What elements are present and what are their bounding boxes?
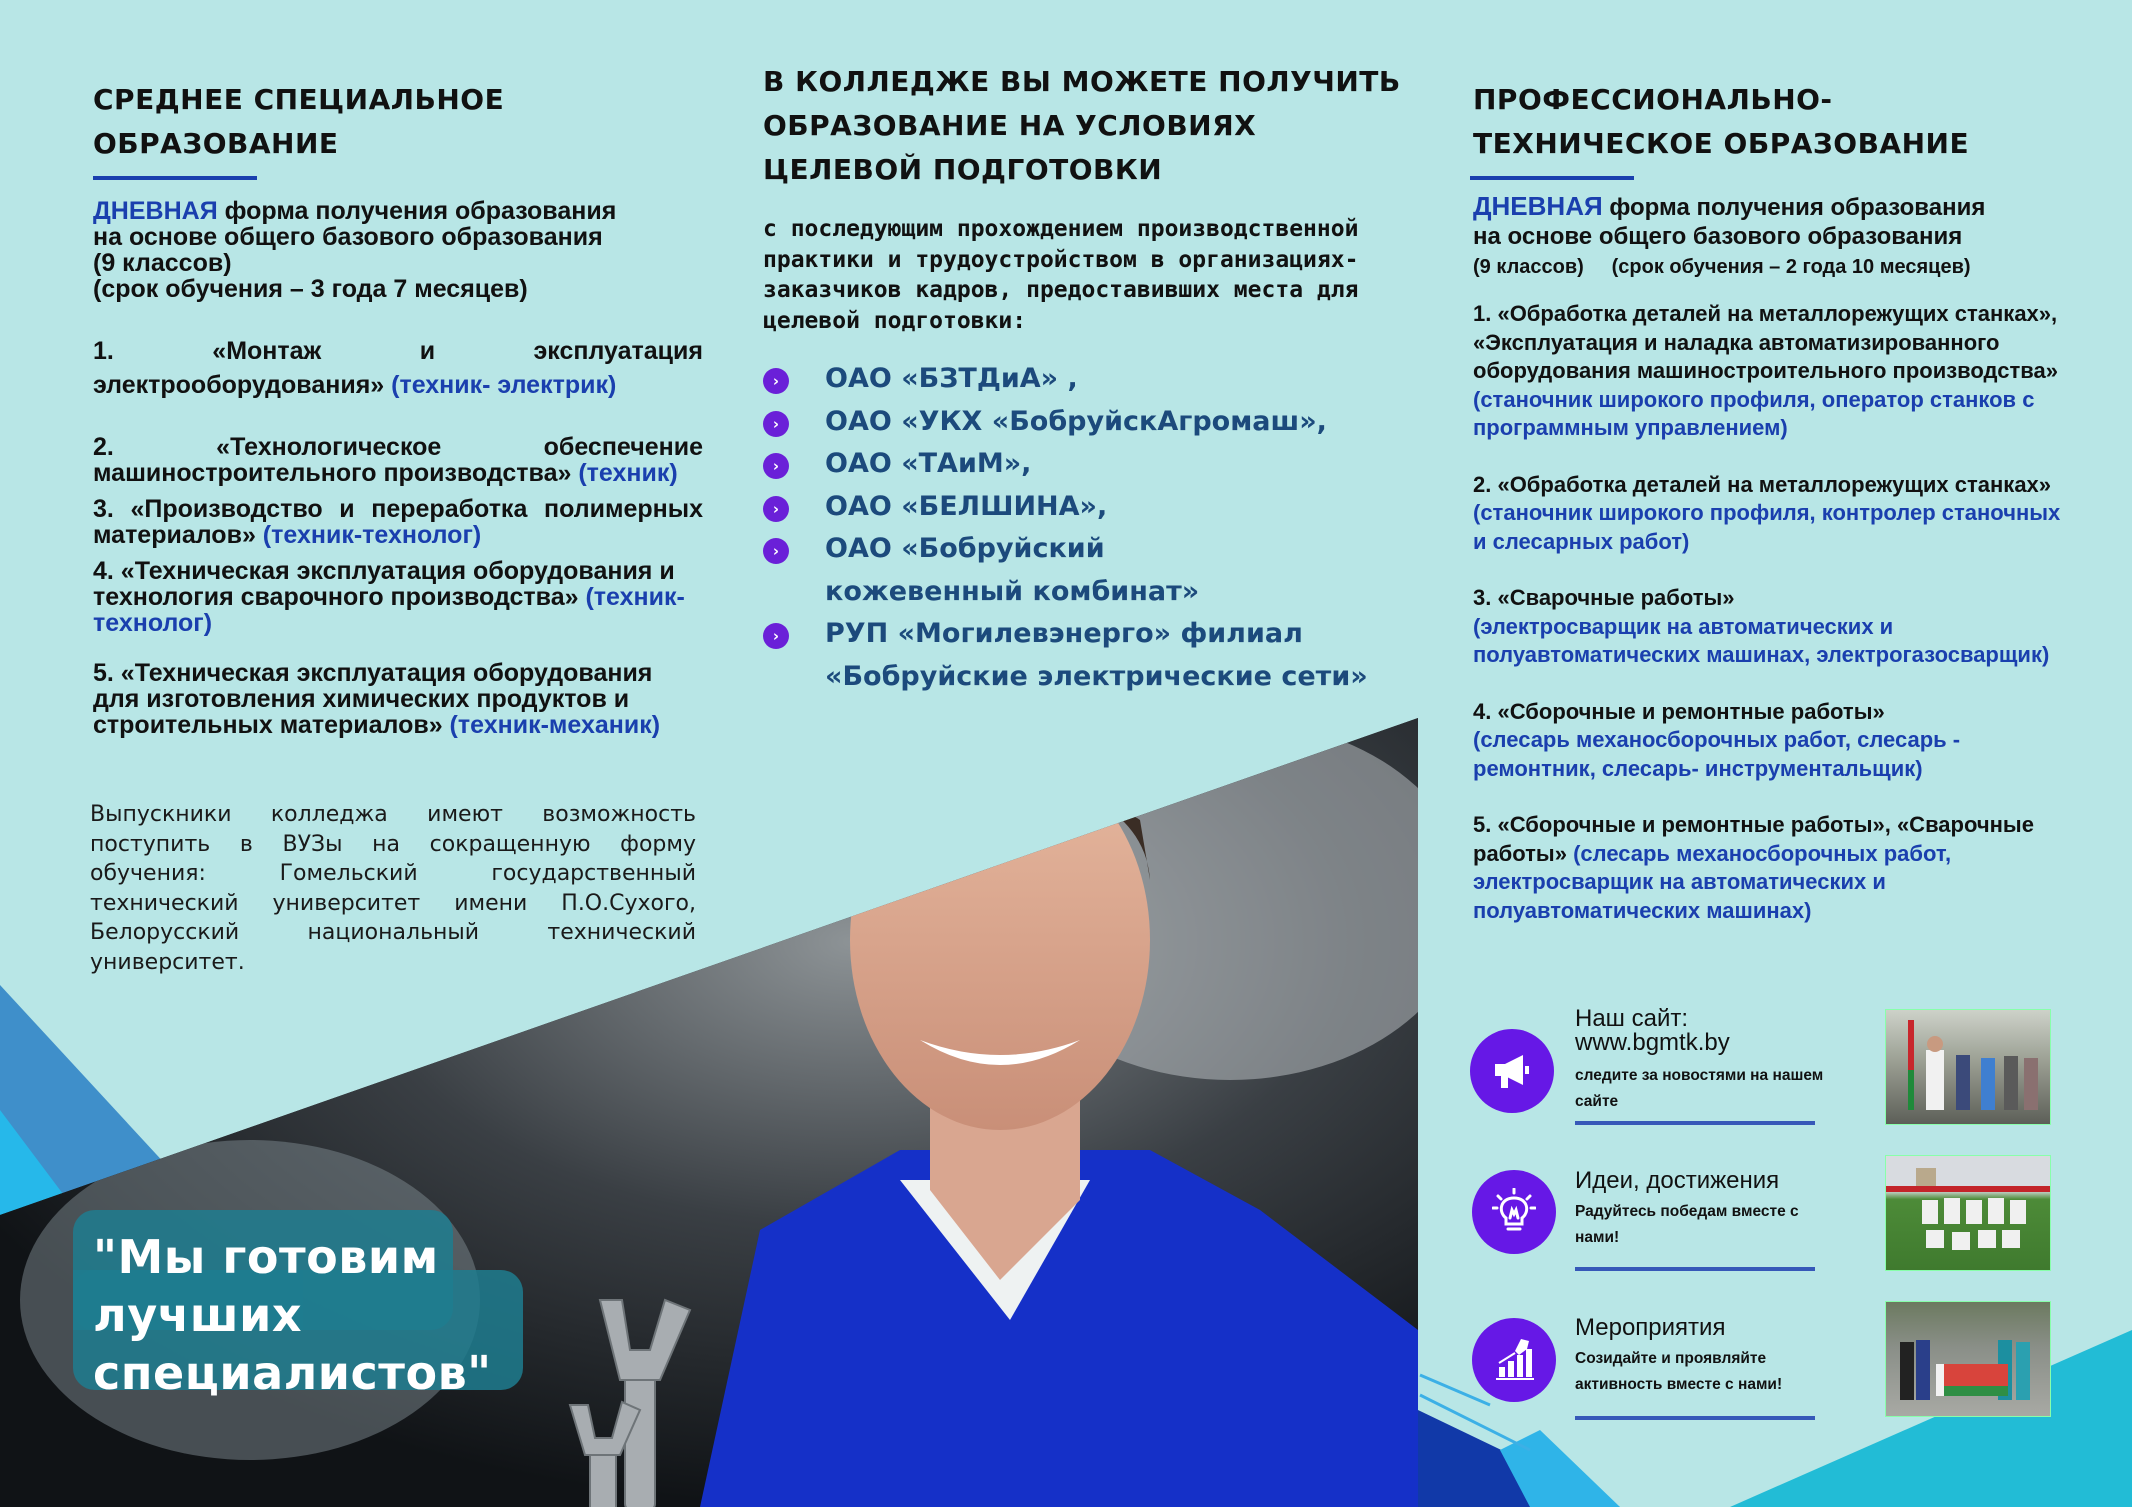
graduates-paragraph: Выпускники колледжа имеют возможность поступить в ВУЗы на сокращенную форму обучения: Гомельский государственный технический университет имени П.О.Сухого, Белорусский национальный технический университет.	[90, 802, 696, 975]
study-form-text: форма получения образования	[217, 197, 617, 225]
chevron-right-icon: ›	[763, 368, 789, 394]
chevron-right-icon: ›	[763, 453, 789, 479]
program-item	[93, 496, 703, 548]
organization-name: ОАО «Бобруйский кожевенный комбинат»	[825, 533, 1200, 607]
megaphone-icon	[1470, 1029, 1554, 1113]
hero-quote	[93, 1228, 553, 1402]
photo-ceremony	[1885, 1009, 2051, 1125]
program-qualification: (электросварщик на автоматических и полуавтоматических машинах, электрогазосварщик)	[1473, 613, 2050, 667]
photo-flag-event	[1885, 1301, 2051, 1417]
chevron-right-icon: ›	[763, 496, 789, 522]
feature-underline	[1575, 1416, 1815, 1420]
program-name: 5. «Техническая эксплуатация оборудования для изготовления химических продуктов и строительных материалов»	[93, 659, 653, 739]
rocket-chart-icon	[1472, 1318, 1556, 1402]
feature-description: следите за новостями на нашем сайте	[1575, 1067, 1824, 1110]
chevron-right-icon: ›	[763, 623, 789, 649]
section-title-vocational	[1473, 78, 2073, 166]
feature-underline	[1575, 1267, 1815, 1271]
study-form-info	[93, 198, 703, 302]
program-name: 2. «Технологическое обеспечение машиностроительного производства»	[93, 433, 703, 487]
program-item	[93, 434, 703, 486]
section-title-secondary-special	[93, 78, 703, 166]
quote-line: специалистов"	[93, 1346, 492, 1400]
program-qualification: (техник-технолог)	[255, 521, 482, 549]
program-name: 2. «Обработка деталей на металлорежущих станках»	[1473, 471, 2052, 497]
program-item	[1473, 471, 2073, 557]
photo-team	[1885, 1155, 2051, 1271]
organization-item	[763, 443, 1423, 486]
program-qualification: (станочник широкого профиля, контролер станочных и слесарных работ)	[1473, 500, 2061, 554]
program-name: 1. «Обработка деталей на металлорежущих станках», «Эксплуатация и наладка автоматизированного оборудования машиностроительного производства»	[1473, 301, 2058, 383]
hero-face	[850, 750, 1150, 1130]
targeted-training-description: с последующим прохождением производственной практики и трудоустройством в организациях-заказчиков кадров, предоставивших места для целевой подготовки:	[763, 216, 1359, 334]
organization-name: ОАО «БЗТДиА» ,	[825, 363, 1078, 394]
feature-title: Наш сайт:	[1575, 1005, 1689, 1032]
feature-achievements	[1470, 1155, 2110, 1285]
program-item	[1473, 300, 2073, 443]
lightbulb-icon	[1472, 1170, 1556, 1254]
chevron-right-icon: ›	[763, 538, 789, 564]
program-item	[1473, 584, 2073, 670]
organization-name: ОАО «ТАиМ»,	[825, 448, 1032, 479]
feature-title: Мероприятия	[1575, 1314, 1726, 1341]
program-qualification: (техник-механик)	[442, 711, 661, 739]
hero-quote-box	[73, 1210, 492, 1410]
study-form-text: форма получения образования	[1602, 194, 1986, 221]
title-line: ПРОФЕССИОНАЛЬНО-	[1473, 83, 1833, 116]
title-line: В КОЛЛЕДЖЕ ВЫ МОЖЕТЕ ПОЛУЧИТЬ	[763, 65, 1401, 98]
study-grades-duration: (9 классов) (срок обучения – 2 года 10 месяцев)	[1473, 256, 1971, 278]
title-line: ОБРАЗОВАНИЕ	[93, 127, 339, 160]
quote-line: лучших	[93, 1288, 303, 1342]
study-basis: на основе общего базового образования	[1473, 223, 1963, 250]
title-underline	[1470, 176, 1634, 180]
organization-item	[763, 358, 1423, 401]
program-qualification: (техник-технолог)	[93, 583, 685, 637]
study-duration: (срок обучения – 3 года 7 месяцев)	[93, 275, 528, 303]
study-form-accent: ДНЕВНАЯ	[1473, 191, 1603, 221]
program-qualification: (станочник широкого профиля, оператор станков с программным управлением)	[1473, 386, 2035, 440]
organization-name: ОАО «УКХ «БобруйскАгромаш»,	[825, 405, 1327, 437]
program-qualification: (техник)	[571, 459, 678, 487]
program-item	[93, 558, 703, 636]
program-name: 4. «Техническая эксплуатация оборудования и технология сварочного производства»	[93, 557, 675, 611]
right-column	[1473, 78, 2073, 925]
study-basis: на основе общего базового образования	[93, 223, 603, 251]
program-name: 5. «Сборочные и ремонтные работы», «Сварочные работы»	[1473, 812, 2034, 866]
title-underline	[93, 176, 257, 180]
left-column	[93, 78, 703, 738]
program-name: 1. «Монтаж и эксплуатация электрооборудования»	[93, 337, 703, 399]
program-item	[93, 334, 703, 402]
study-form-accent: ДНЕВНАЯ	[93, 197, 218, 225]
study-form-info	[1473, 192, 2073, 282]
title-line: СРЕДНЕЕ СПЕЦИАЛЬНОЕ	[93, 83, 505, 116]
title-line: ЦЕЛЕВОЙ ПОДГОТОВКИ	[763, 153, 1163, 186]
title-line: ТЕХНИЧЕСКОЕ ОБРАЗОВАНИЕ	[1473, 127, 1970, 160]
title-line: ОБРАЗОВАНИЕ НА УСЛОВИЯХ	[763, 109, 1257, 142]
middle-column	[763, 60, 1423, 698]
feature-title: Идеи, достижения	[1575, 1167, 1780, 1194]
program-item	[93, 660, 703, 738]
quote-line: "Мы готовим	[93, 1230, 439, 1284]
section-title-targeted-training	[763, 60, 1423, 192]
feature-events	[1470, 1298, 2110, 1438]
organization-name: РУП «Могилевэнерго» филиал «Бобруйские электрические сети»	[825, 618, 1368, 692]
program-qualification: (слесарь механосборочных работ, слесарь - ремонтник, слесарь- инструментальщик)	[1473, 727, 1961, 781]
feature-website	[1470, 1007, 2110, 1147]
feature-description: Созидайте и проявляйте активность вместе с нами!	[1575, 1350, 1783, 1393]
program-name: 3. «Сварочные работы»	[1473, 585, 1735, 610]
program-item	[1473, 698, 2073, 784]
organization-item	[763, 613, 1385, 698]
chevron-right-icon: ›	[763, 411, 789, 437]
organization-item	[763, 401, 1423, 444]
organization-list	[763, 358, 1423, 698]
organization-item	[763, 528, 1225, 613]
program-name: 3. «Производство и переработка полимерных материалов»	[93, 495, 703, 549]
organization-name: ОАО «БЕЛШИНА»,	[825, 490, 1108, 522]
program-item	[1473, 811, 2073, 925]
organization-item	[763, 486, 1423, 529]
website-link[interactable]: www.bgmtk.by	[1575, 1029, 1730, 1056]
study-grades: (9 классов)	[93, 249, 232, 277]
program-qualification: (слесарь механосборочных работ, электросварщик на автоматических и полуавтоматических машинах)	[1473, 840, 1952, 923]
feature-underline	[1575, 1121, 1815, 1125]
program-qualification: (техник- электрик)	[384, 371, 617, 399]
feature-description: Радуйтесь победам вместе с нами!	[1575, 1203, 1799, 1246]
program-name: 4. «Сборочные и ремонтные работы»	[1473, 698, 1885, 724]
